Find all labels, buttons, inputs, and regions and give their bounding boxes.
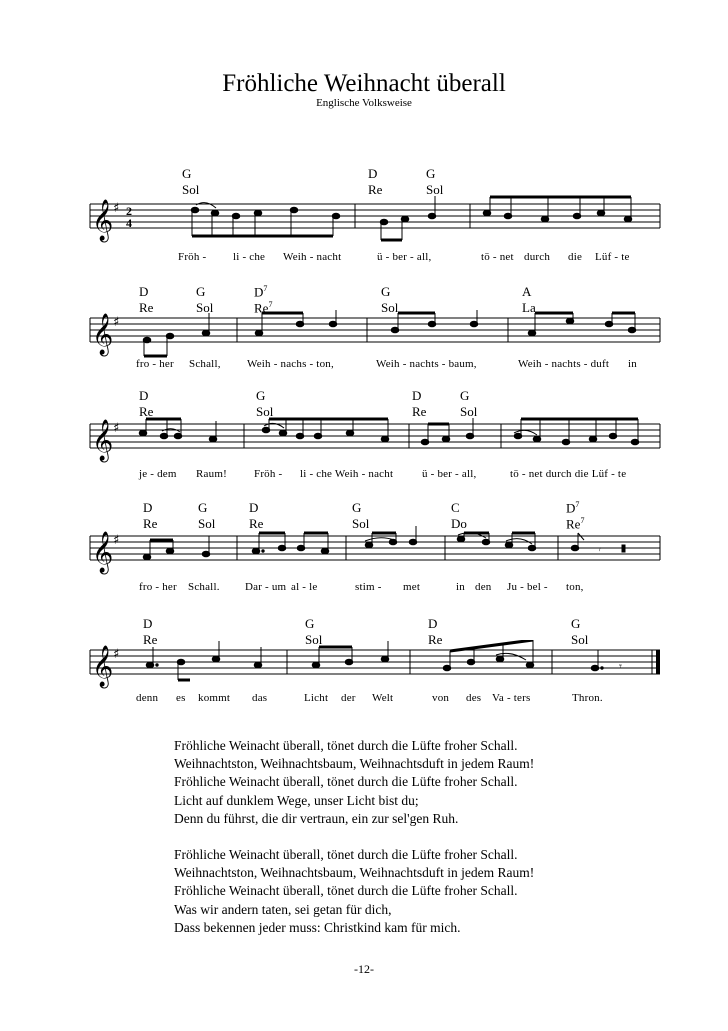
chord-letter: D xyxy=(139,388,149,403)
lyric-syllable: denn xyxy=(136,692,159,704)
lyric-syllable: kommt xyxy=(198,692,231,704)
lyric-syllable: tö - net durch die Lüf - te xyxy=(510,468,627,480)
chord-solfege: Sol xyxy=(256,404,274,419)
verse-line: Fröhliche Weinacht überall, tönet durch die Lüfte froher Schall. xyxy=(174,774,518,790)
lyric-syllable: Weih - nachts - duft xyxy=(518,358,610,370)
svg-text:𝄞: 𝄞 xyxy=(92,314,114,355)
lyric-syllable: die xyxy=(568,251,583,263)
lyric-syllable: Fröh - xyxy=(178,251,207,263)
lyric-syllable: Fröh - xyxy=(254,468,283,480)
chord-letter: D xyxy=(428,616,438,631)
chord-solfege: Sol xyxy=(571,632,589,647)
lyric-syllable: Weih - nacht xyxy=(283,251,342,263)
lyric-syllable: ü - ber - all, xyxy=(377,251,432,263)
page-number: -12- xyxy=(354,962,374,976)
chord-solfege: Re$^7$ xyxy=(566,516,585,532)
chord-solfege: Re xyxy=(428,632,443,647)
lyric-syllable: Welt xyxy=(372,692,394,704)
svg-text:♯: ♯ xyxy=(113,201,120,216)
verse-line: Weihnachtston, Weihnachtsbaum, Weihnachtsduft in jedem Raum! xyxy=(174,865,535,881)
lyric-syllable: das xyxy=(252,692,268,704)
svg-text:♯: ♯ xyxy=(113,315,120,330)
lyric-syllable: Raum! xyxy=(196,468,227,480)
lyric-syllable: der xyxy=(341,692,356,704)
chord-solfege: Sol xyxy=(460,404,478,419)
chord-solfege: Sol xyxy=(381,300,399,315)
lyric-syllable: li - che xyxy=(233,251,266,263)
chord-solfege: Re xyxy=(249,516,264,531)
lyric-syllable: Weih - nachts - baum, xyxy=(376,358,477,370)
lyric-syllable: stim - xyxy=(355,581,382,593)
staff-2 xyxy=(0,310,728,360)
chord-letter: G xyxy=(305,616,315,631)
lyric-syllable: al - le xyxy=(291,581,318,593)
svg-text:4: 4 xyxy=(126,216,132,230)
lyric-syllable: den xyxy=(475,581,492,593)
chord-solfege: Re$^7$ xyxy=(254,300,273,316)
chord-letter: G xyxy=(381,284,391,299)
svg-text:𝄾: 𝄾 xyxy=(619,660,622,673)
chord-letter: G xyxy=(256,388,266,403)
staff-5 xyxy=(0,640,728,690)
lyric-syllable: von xyxy=(432,692,450,704)
chord-letter: G xyxy=(352,500,362,515)
verse-line: Fröhliche Weinacht überall, tönet durch die Lüfte froher Schall. xyxy=(174,738,518,753)
svg-text:𝄞: 𝄞 xyxy=(92,532,114,573)
lyric-syllable: je - dem xyxy=(139,468,177,480)
lyric-syllable: Va - ters xyxy=(492,692,531,704)
chord-solfege: Sol xyxy=(196,300,214,315)
chord-solfege: Re xyxy=(412,404,427,419)
lyric-syllable: Licht xyxy=(304,692,329,704)
chord-solfege: Re xyxy=(139,404,154,419)
stanza-break xyxy=(174,828,534,846)
lyric-syllable: ton, xyxy=(566,581,584,593)
chord-solfege: La xyxy=(522,300,536,315)
chord-solfege: Sol xyxy=(352,516,370,531)
lyric-syllable: in xyxy=(456,581,465,593)
chord-letter: D xyxy=(139,284,149,299)
chord-letter: D xyxy=(249,500,259,515)
chord-solfege: Sol xyxy=(182,182,200,197)
verse-line: Weihnachtston, Weihnachtsbaum, Weihnachtsduft in jedem Raum! xyxy=(174,756,535,772)
lyric-syllable: Ju - bel - xyxy=(507,581,548,593)
chord-solfege: Sol xyxy=(198,516,216,531)
verse-line: Fröhliche Weinacht überall, tönet durch die Lüfte froher Schall. xyxy=(174,847,518,863)
chord-letter: G xyxy=(196,284,206,299)
lyric-syllable: met xyxy=(403,581,421,593)
svg-text:𝄞: 𝄞 xyxy=(92,420,114,461)
lyric-syllable: Schall. xyxy=(188,581,220,593)
svg-text:♯: ♯ xyxy=(113,421,120,436)
chord-letter: D xyxy=(143,616,153,631)
song-subtitle: Englische Volksweise xyxy=(316,97,412,109)
chord-solfege: Sol xyxy=(426,182,444,197)
chord-solfege: Re xyxy=(143,516,158,531)
svg-text:2: 2 xyxy=(126,204,132,218)
chord-letter: A xyxy=(522,284,532,299)
svg-text:𝄞: 𝄞 xyxy=(92,646,114,687)
lyric-syllable: Schall, xyxy=(189,358,221,370)
lyric-syllable: Dar - um xyxy=(245,581,287,593)
lyric-syllable: in xyxy=(628,358,637,370)
chord-letter: D xyxy=(412,388,422,403)
song-title: Fröhliche Weihnacht überall xyxy=(222,70,506,97)
chord-letter: D xyxy=(368,166,378,181)
lyric-syllable: Lüf - te xyxy=(595,251,630,263)
chord-solfege: Re xyxy=(139,300,154,315)
lyric-syllable: durch xyxy=(524,251,551,263)
staff-1 xyxy=(0,192,728,252)
chord-letter: G xyxy=(426,166,436,181)
chord-letter: C xyxy=(451,500,460,515)
chord-letter: G xyxy=(571,616,581,631)
chord-letter: G xyxy=(182,166,192,181)
chord-letter: G xyxy=(198,500,208,515)
chord-letter: $D^7$ xyxy=(566,500,580,516)
chord-solfege: Sol xyxy=(305,632,323,647)
staff-4 xyxy=(0,526,728,576)
lyric-syllable: fro - her xyxy=(139,581,177,593)
chord-solfege: Re xyxy=(368,182,383,197)
verse-line: Was wir andern taten, sei getan für dich, xyxy=(174,901,392,917)
svg-text:♯: ♯ xyxy=(113,533,120,548)
staff-3 xyxy=(0,414,728,464)
verse-line: Licht auf dunklem Wege, unser Licht bist du; xyxy=(174,792,419,808)
lyric-syllable: fro - her xyxy=(136,358,174,370)
chord-letter: G xyxy=(460,388,470,403)
lyric-syllable: Weih - nachs - ton, xyxy=(247,358,334,370)
chord-letter: $D^7$ xyxy=(254,284,268,300)
lyric-syllable: tö - net xyxy=(481,251,514,263)
lyric-syllable: des xyxy=(466,692,482,704)
chord-solfege: Re xyxy=(143,632,158,647)
svg-text:♯: ♯ xyxy=(113,647,120,662)
svg-text:𝄞: 𝄞 xyxy=(92,200,114,241)
lyric-syllable: es xyxy=(176,692,186,704)
chord-letter: D xyxy=(143,500,153,515)
lyric-syllable: Thron. xyxy=(572,692,603,704)
lyric-syllable: li - che Weih - nacht xyxy=(300,468,394,480)
verse-line: Denn du führst, die dir vertraun, ein zur sel'gen Ruh. xyxy=(174,810,459,826)
verse-line: Fröhliche Weinacht überall, tönet durch die Lüfte froher Schall. xyxy=(174,883,518,899)
verse-line: Dass bekennen jeder muss: Christkind kam für mich. xyxy=(174,919,461,935)
chord-solfege: Do xyxy=(451,516,467,531)
svg-text:𝄾: 𝄾 xyxy=(598,543,601,556)
verse-text xyxy=(174,737,534,937)
lyric-syllable: ü - ber - all, xyxy=(422,468,477,480)
